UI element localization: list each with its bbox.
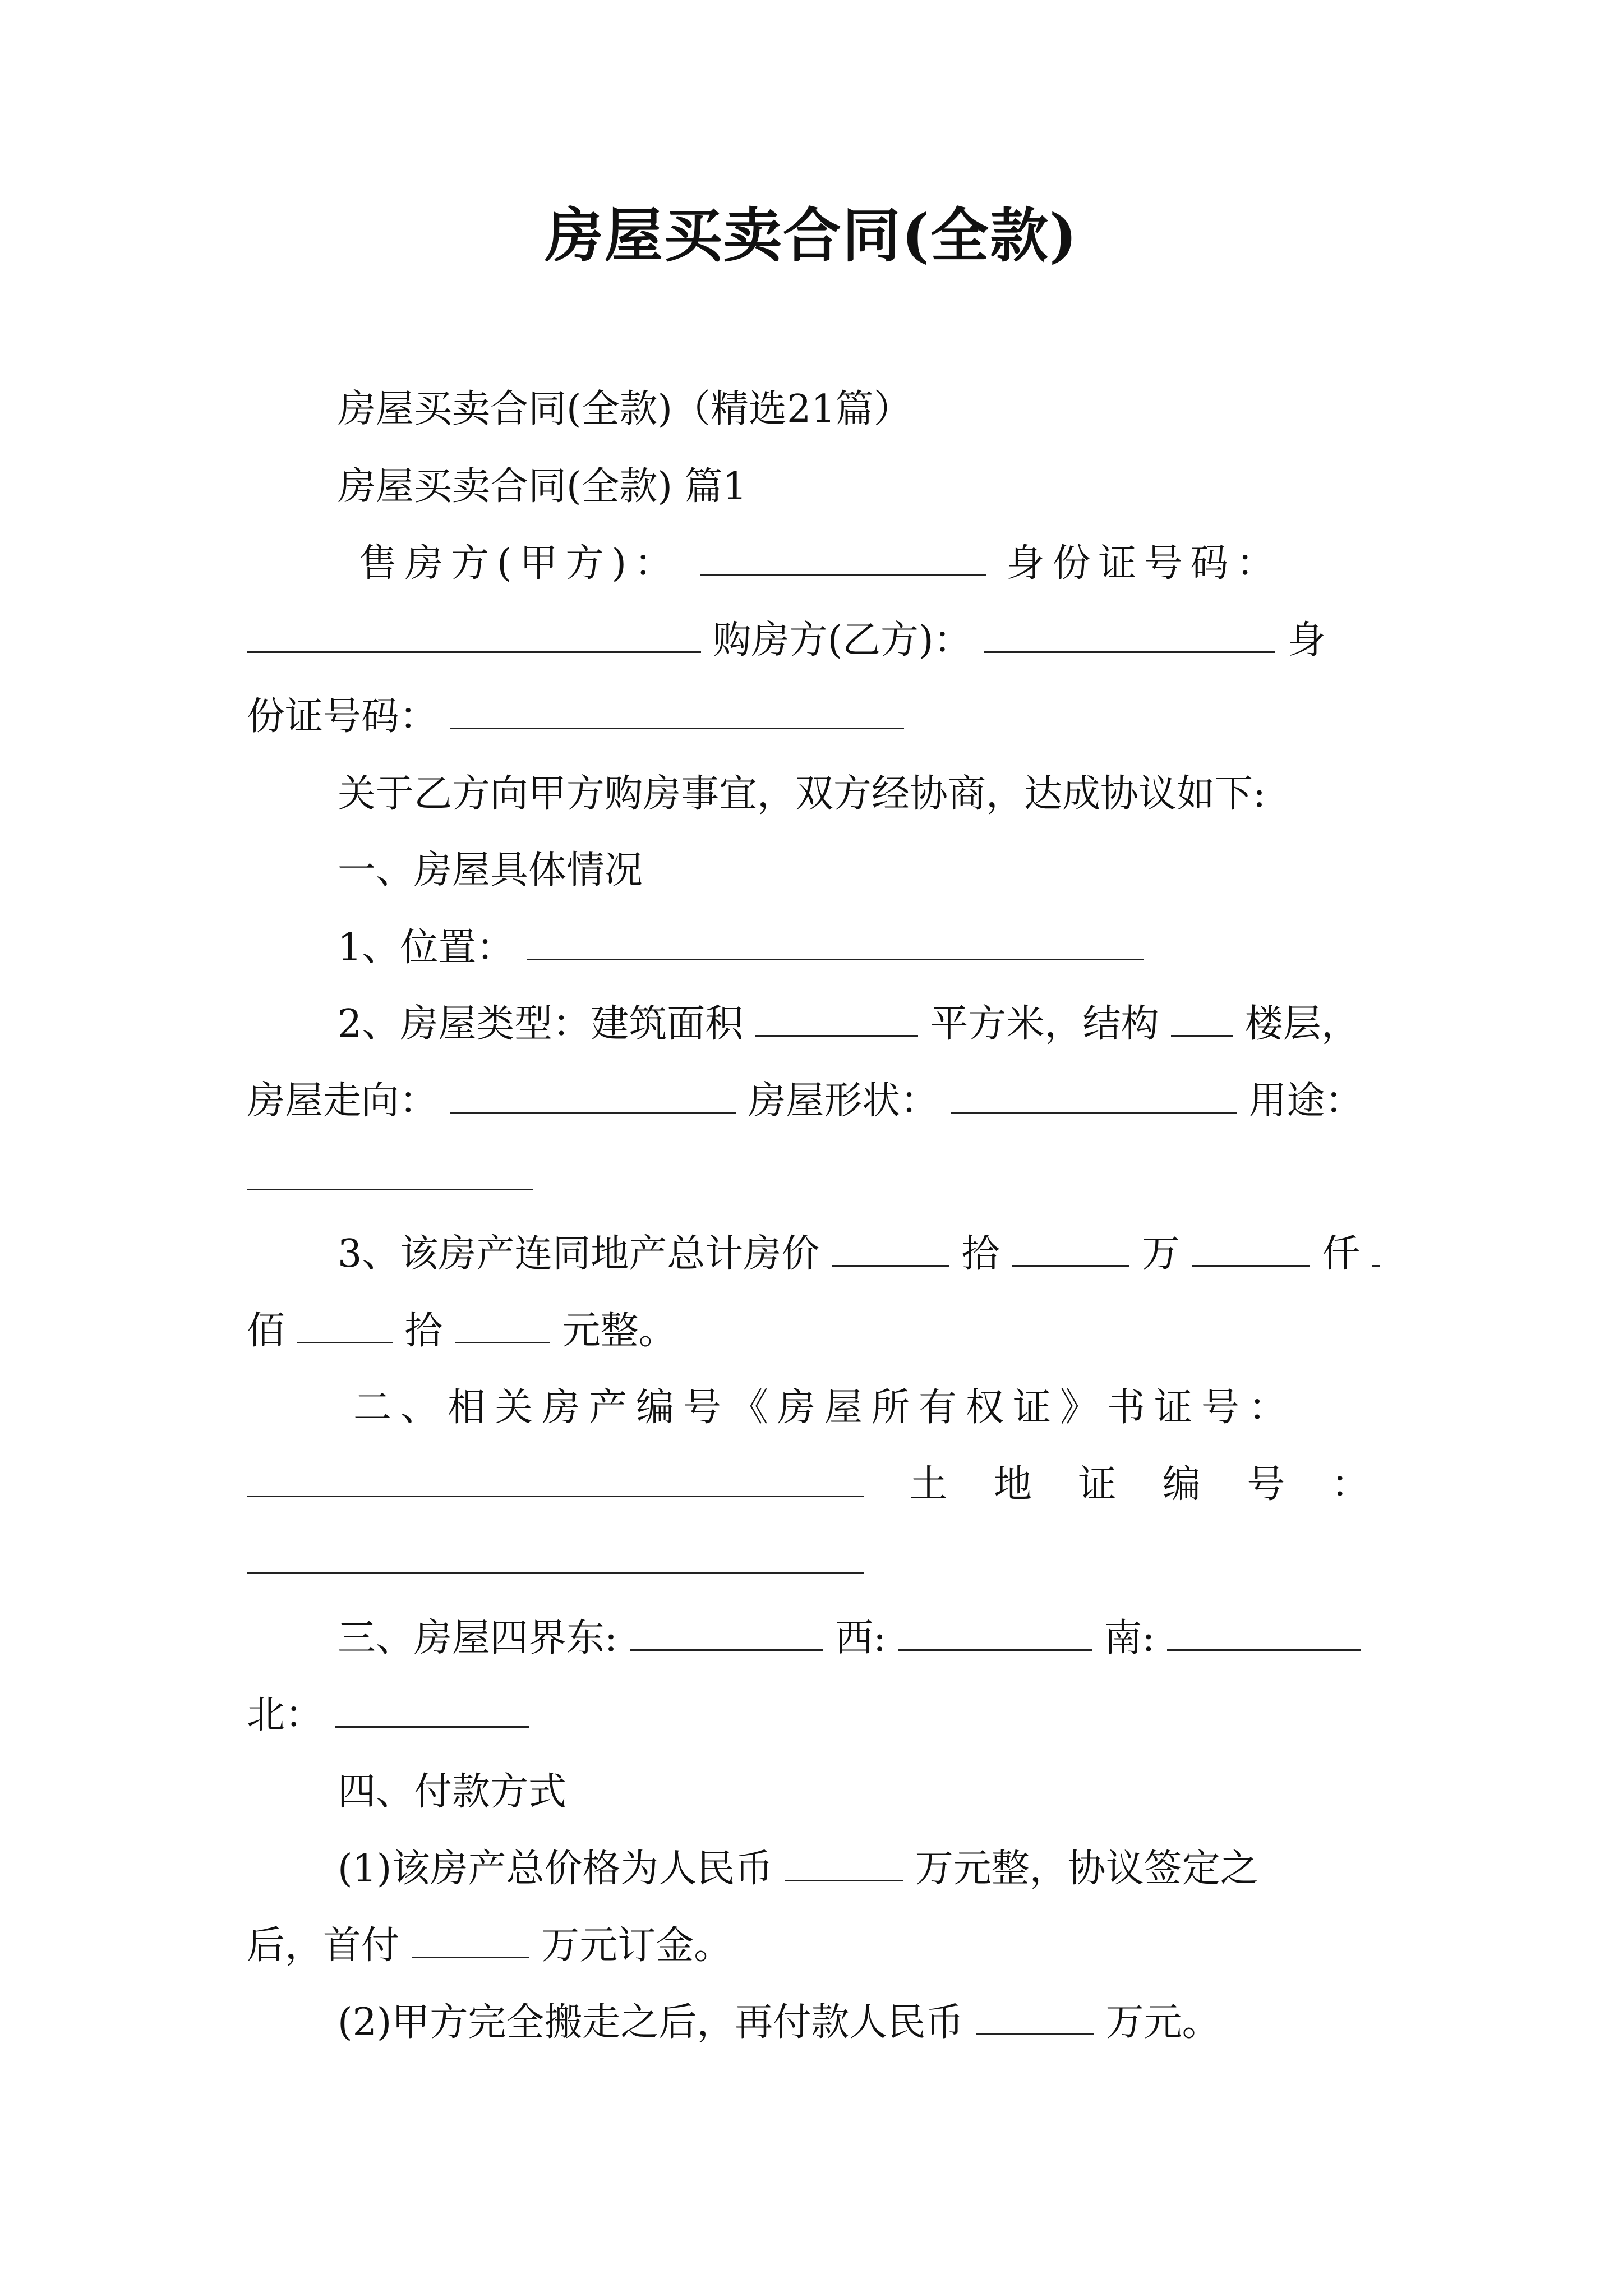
section-heading-line [247, 459, 1380, 515]
subtitle-line [247, 381, 1380, 438]
boundary-line [247, 1611, 1380, 1667]
line-text: 四、付款方式 [338, 1770, 567, 1814]
north-line [247, 1687, 1380, 1743]
section-four-heading [247, 1764, 1380, 1820]
deposit-blank [412, 1923, 529, 1958]
deposit-suffix: 万元订金。 [541, 1924, 732, 1968]
structure-label: 平方米，结构 [930, 1002, 1159, 1046]
west-label: 西: [835, 1616, 887, 1660]
seller-label: 售房方(甲方)： [359, 541, 681, 586]
west-blank [898, 1616, 1092, 1651]
price-label: 3、该房产连同地产总计房价 [338, 1232, 820, 1276]
price-blank-4 [1372, 1231, 1380, 1267]
payment-line-1 [247, 1841, 1380, 1897]
second-payment-label: (2)甲方完全搬走之后，再付款人民币 [338, 2000, 964, 2045]
north-label: 北： [247, 1693, 324, 1737]
seller-name-blank [700, 541, 986, 576]
buyer-id-label: 份证号码： [247, 694, 438, 739]
unit-wan: 万 [1141, 1232, 1180, 1276]
price-blank-1 [832, 1231, 949, 1267]
shape-blank [951, 1078, 1237, 1114]
total-price-blank [785, 1846, 903, 1881]
price-line [247, 1226, 1380, 1282]
line-text: 房屋买卖合同(全款)（精选21篇） [338, 387, 912, 431]
unit-bai: 佰 [247, 1309, 285, 1353]
deposit-label: 后，首付 [247, 1924, 400, 1968]
structure-blank [1171, 1001, 1233, 1037]
usage-blank-line [247, 1150, 1380, 1206]
usage-label: 用途： [1248, 1079, 1363, 1123]
section-one-heading [247, 843, 1380, 899]
buyer-line [247, 613, 1380, 669]
seller-id-label: 身份证号码： [1006, 541, 1283, 586]
unit-shi: 拾 [961, 1232, 1000, 1276]
buyer-id-label-start: 身 [1287, 618, 1326, 662]
line-text: 二、相关房产编号《房屋所有权证》书证号： [353, 1386, 1296, 1430]
price-blank-3 [1192, 1231, 1310, 1267]
land-cert-blank [247, 1539, 864, 1574]
location-line [247, 920, 1380, 976]
price-line-2 [247, 1303, 1380, 1359]
east-blank [630, 1616, 823, 1651]
usage-blank [247, 1155, 533, 1190]
payment-line-3 [247, 1995, 1380, 2051]
orientation-blank [450, 1078, 736, 1114]
total-price-suffix: 万元整，协议签定之 [915, 1847, 1258, 1891]
south-label: 南: [1104, 1616, 1155, 1660]
price-blank-5 [297, 1308, 393, 1343]
area-label: 2、房屋类型：建筑面积 [338, 1002, 744, 1046]
section-two-line [247, 1380, 1380, 1436]
east-label: 三、房屋四界东: [338, 1616, 617, 1660]
orientation-label: 房屋走向： [247, 1079, 438, 1123]
land-cert-blank-line [247, 1534, 1380, 1590]
unit-shi-2: 拾 [404, 1309, 443, 1353]
house-type-line [247, 996, 1380, 1052]
floor-label: 楼层， [1244, 1002, 1359, 1046]
seller-line [247, 536, 1380, 592]
line-text: 房屋买卖合同(全款) 篇1 [338, 464, 747, 509]
unit-qian: 仟 [1322, 1232, 1361, 1276]
orientation-line [247, 1073, 1380, 1129]
second-payment-blank [976, 2000, 1094, 2035]
agreement-intro-line [247, 766, 1380, 822]
cert-number-line [247, 1457, 1380, 1513]
payment-line-2 [247, 1918, 1380, 1974]
buyer-id-blank [450, 694, 904, 729]
cert-number-blank [247, 1462, 864, 1497]
line-text: 一、房屋具体情况 [338, 848, 643, 892]
price-blank-2 [1012, 1231, 1129, 1267]
document-title: 房屋买卖合同(全款) [545, 201, 1078, 270]
total-price-label: (1)该房产总价格为人民币 [338, 1847, 773, 1891]
seller-id-blank [247, 618, 701, 653]
north-blank [335, 1692, 529, 1728]
shape-label: 房屋形状： [748, 1079, 939, 1123]
area-blank [755, 1001, 918, 1037]
land-cert-label: 土 地 证 编 号 ： [909, 1462, 1370, 1507]
line-text: 关于乙方向甲方购房事宜，双方经协商，达成协议如下: [338, 772, 1266, 816]
second-payment-suffix: 万元。 [1105, 2000, 1220, 2045]
buyer-name-blank [984, 618, 1275, 653]
unit-yuan: 元整。 [562, 1309, 677, 1353]
location-label: 1、位置： [338, 926, 515, 970]
buyer-label: 购房方(乙方)： [713, 618, 972, 662]
price-blank-6 [455, 1308, 550, 1343]
buyer-id-line [247, 689, 1380, 745]
location-blank [527, 925, 1144, 960]
south-blank [1167, 1616, 1361, 1651]
